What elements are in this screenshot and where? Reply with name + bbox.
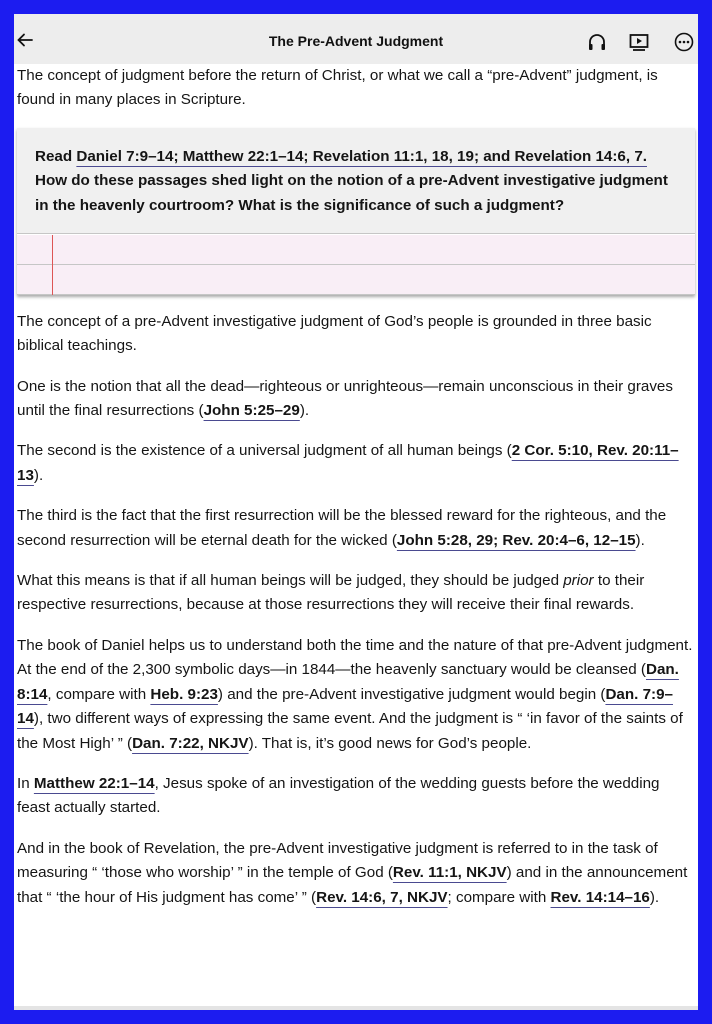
paragraph-6-text-e: ). That is, it’s good news for God’s people. — [248, 734, 532, 752]
ref-2cor-5-10[interactable]: 2 Cor. 5:10, Rev. 20:11–13 — [17, 442, 679, 484]
paragraph-6-text-c: ) and the pre-Advent investigative judgment would begin ( — [217, 685, 606, 703]
ref-matthew-22-1[interactable]: Matthew 22:1–14 — [33, 774, 155, 792]
notes-margin-line — [52, 235, 53, 295]
paragraph-8-text-b: ) and in the announcement that “ ‘the hour of His judgment has come’ ” ( — [17, 864, 688, 906]
question-body: How do these passages shed light on the notion of a pre-Advent investigative judgment in the heavenly courtroom? What is the significance of such a judgment? — [35, 172, 668, 214]
paragraph-2 — [17, 375, 695, 424]
paragraph-5-text: What this means is that if all human beings will be judged, they should be judged — [17, 572, 564, 590]
page-title: The Pre-Advent Judgment — [268, 33, 444, 49]
headphones-icon[interactable] — [586, 31, 608, 53]
paragraph-3 — [17, 439, 695, 488]
ref-rev-14-6[interactable]: Rev. 14:6, 7, NKJV — [316, 888, 448, 906]
question-read-label: Read — [35, 147, 77, 165]
notes-line-1[interactable] — [17, 235, 695, 265]
ref-john-5-28[interactable]: John 5:28, 29; Rev. 20:4–6, 12–15 — [396, 531, 636, 549]
paragraph-6-text-b: , compare with — [47, 685, 151, 703]
paragraph-7 — [17, 772, 695, 821]
paragraph-5-end: to their respective resurrections, because at those resurrections they will receive their final rewards. — [17, 572, 645, 614]
paragraph-2-end: ). — [299, 402, 310, 420]
paragraph-6-text-a: The book of Daniel helps us to understand both the time and the nature of that pre-Advent judgment. At the end of the 2,300 symbolic days—in 1844—the heavenly sanctuary would be cleansed ( — [17, 636, 693, 679]
video-icon[interactable] — [628, 31, 650, 53]
notes-line-2[interactable] — [17, 265, 695, 295]
paragraph-8 — [17, 837, 695, 910]
paragraph-4-text: The third is the fact that the first resurrection will be the blessed reward for the righteous, and the second resurrection will be eternal death for the wicked ( — [17, 507, 667, 549]
ref-dan-8-14[interactable]: Dan. 8:14 — [17, 661, 679, 703]
bottom-edge — [14, 1006, 698, 1010]
question-box — [17, 128, 695, 295]
paragraph-6 — [17, 634, 695, 756]
paragraph-8-text-d: ). — [649, 888, 660, 906]
paragraph-6-text-d: ), two different ways of expressing the same event. And the judgment is “ ‘in favor of the saints of the Most High’ ” ( — [17, 710, 683, 752]
paragraph-4-end: ). — [635, 531, 645, 549]
paragraph-3-text: The second is the existence of a universal judgment of all human beings ( — [17, 442, 512, 460]
paragraph-4 — [17, 504, 695, 553]
ref-dan-7-22[interactable]: Dan. 7:22, NKJV — [132, 734, 249, 752]
paragraph-1: The concept of a pre-Advent investigative judgment of God’s people is grounded in three basic biblical teachings. — [17, 312, 652, 355]
paragraph-5-emphasis: prior — [563, 572, 594, 590]
ref-rev-11-1[interactable]: Rev. 11:1, NKJV — [392, 864, 507, 882]
paragraph-7-text-a: In — [17, 774, 34, 792]
ref-heb-9-23[interactable]: Heb. 9:23 — [150, 685, 218, 703]
paragraph-3-end: ). — [33, 466, 44, 484]
paragraph-2-text: One is the notion that all the dead—righteous or unrighteous—remain unconscious in their graves until the final resurrections ( — [17, 377, 673, 420]
paragraph-8-text-c: ; compare with — [447, 888, 551, 906]
intro-paragraph: The concept of judgment before the return of Christ, or what we call a “pre-Advent” judgment, is found in many places in Scripture. — [17, 67, 658, 109]
ref-john-5-25[interactable]: John 5:25–29 — [203, 402, 300, 420]
question-refs-link[interactable]: Daniel 7:9–14; Matthew 22:1–14; Revelation 11:1, 18, 19; and Revelation 14:6, 7. — [76, 147, 647, 165]
reader-frame — [14, 14, 698, 1010]
app-header — [14, 14, 698, 64]
question-text — [17, 128, 695, 234]
more-options-icon[interactable] — [673, 31, 695, 53]
ref-dan-7-9[interactable]: Dan. 7:9–14 — [17, 685, 673, 728]
ref-rev-14-14[interactable]: Rev. 14:14–16 — [550, 888, 650, 906]
lesson-content — [17, 64, 695, 910]
paragraph-7-text-b: , Jesus spoke of an investigation of the wedding guests before the wedding feast actually started. — [17, 774, 660, 817]
paragraph-8-text-a: And in the book of Revelation, the pre-Advent investigative judgment is referred to in the task of measuring “ ‘those who worship’ ” in the temple of God ( — [17, 839, 658, 882]
paragraph-5 — [17, 569, 695, 618]
